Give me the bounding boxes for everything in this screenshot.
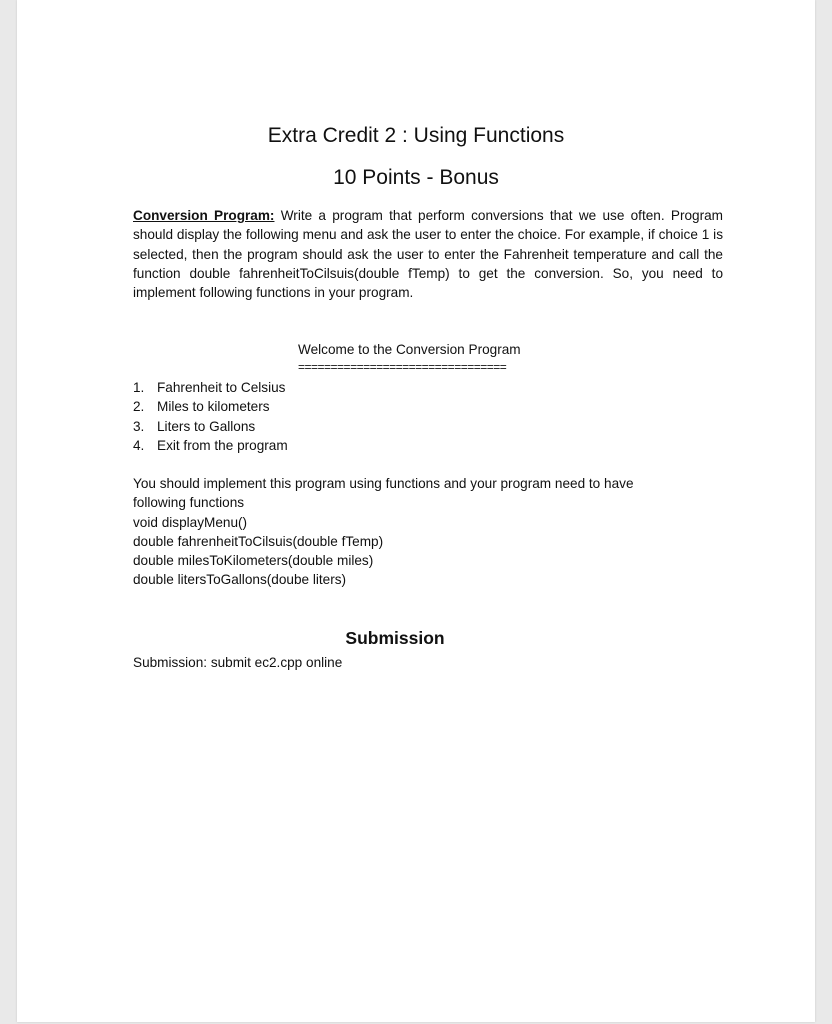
implementation-section <box>133 474 723 590</box>
implementation-line: following functions <box>133 495 245 511</box>
list-item <box>133 417 288 436</box>
menu-list <box>133 378 288 455</box>
menu-rule: ================================ <box>298 360 507 374</box>
menu-welcome: Welcome to the Conversion Program <box>298 342 521 357</box>
submission-heading: Submission <box>345 628 445 648</box>
function-signature: void displayMenu() <box>133 514 248 530</box>
document-title: Extra Credit 2 : Using Functions <box>267 124 565 147</box>
list-item <box>133 436 288 455</box>
list-item-label: Exit from the program <box>157 437 288 453</box>
function-signature: double milesToKilometers(double miles) <box>133 553 374 569</box>
list-item-number: 1. <box>133 380 145 395</box>
intro-text: Write a program that perform conversions that we use often. Program should display the following menu and ask the user to enter the choice. For example, if choice 1 is selected, then the program should ask the user to enter the Fahrenheit temperature and call the function double fahrenheitToCilsuis(double fTemp) to get the conversion. So, you need to implement following functions in your program. <box>133 208 724 301</box>
list-item-label: Liters to Gallons <box>157 418 256 434</box>
list-item-number: 4. <box>133 437 145 453</box>
document-subtitle: 10 Points - Bonus <box>333 166 499 189</box>
implementation-line: You should implement this program using functions and your program need to have <box>133 476 634 491</box>
list-item-label: Fahrenheit to Celsius <box>157 380 286 395</box>
intro-lead: Conversion Program: <box>133 208 275 223</box>
list-item-label: Miles to kilometers <box>157 399 270 415</box>
list-item-number: 2. <box>133 399 145 415</box>
document-page <box>17 0 815 1022</box>
function-signature: double litersToGallons(doube liters) <box>133 572 347 588</box>
function-signature: double fahrenheitToCilsuis(double fTemp) <box>133 533 384 549</box>
list-item <box>133 397 288 416</box>
list-item-number: 3. <box>133 418 145 434</box>
intro-paragraph <box>133 206 723 302</box>
list-item <box>133 378 288 397</box>
submission-text: Submission: submit ec2.cpp online <box>133 655 343 670</box>
